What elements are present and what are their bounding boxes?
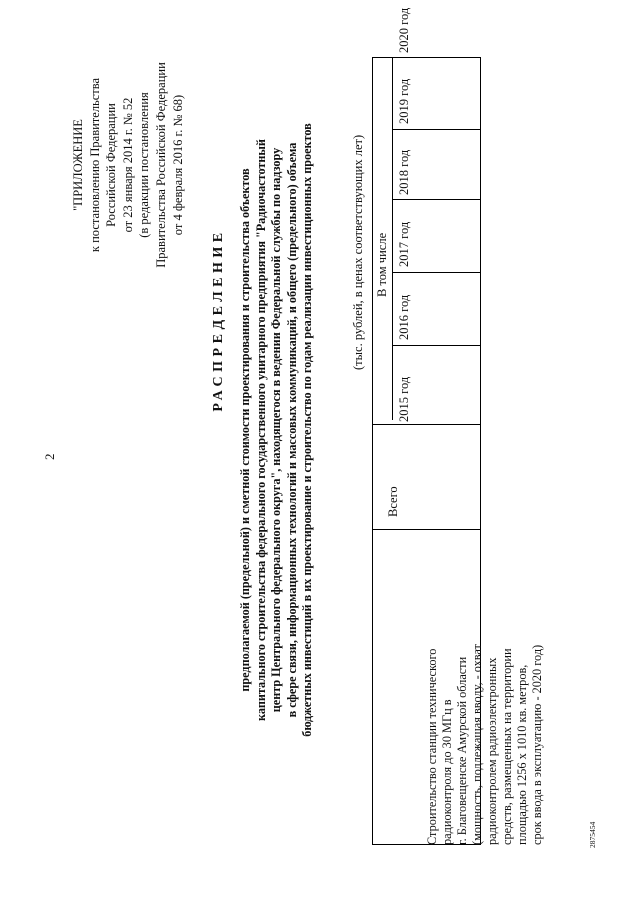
table-header-year: 2020 год [397,7,411,53]
appendix-line: (в редакции постановления [137,92,152,238]
row-description-line: средств, размещенных на территории [500,648,514,845]
document-subtitle [238,35,316,825]
table-column-divider [392,272,481,273]
row-description-line: срок ввода в эксплуатацию - 2020 год) [530,644,544,845]
row-description-line: Строительство станции технического [425,648,439,845]
subtitle-line: бюджетных инвестиций в их проектирование и строительство по годам реализации инвестиционных проектов [300,123,314,737]
table-header-in-that-number: В том числе [375,232,389,297]
table-header-year: 2019 год [397,78,411,124]
table-right-border [372,57,481,58]
table-top-border [372,58,373,845]
table-header [372,0,414,845]
document-heading: РАСПРЕДЕЛЕНИЕ [211,228,226,412]
table-header-year: 2016 год [397,294,411,340]
appendix-line: к постановлению Правительства [87,77,102,253]
appendix-line: от 23 января 2014 г. № 52 [120,97,135,233]
table-header-year: 2017 год [397,221,411,267]
table-row-description [425,515,545,845]
row-description-line: площадью 1256 х 1010 кв. метров, [515,664,529,845]
table-header-year: 2018 год [397,149,411,195]
appendix-line: Российской Федерации [104,103,119,227]
table-column-divider [392,345,481,346]
table-column-divider [392,129,481,130]
subtitle-line: капитального строительства федерального государственного унитарного предприятия "Радиочастотный [253,139,268,721]
appendix-line: "ПРИЛОЖЕНИЕ [71,119,85,211]
row-description-line: радиоконтролем радиоэлектронных [485,657,499,845]
subtitle-line: в сфере связи, информационных технологий и массовых коммуникаций, и общего (предельного) объема [284,142,299,718]
table-header-total: Всего [386,486,400,517]
table-header-year: 2015 год [397,376,411,422]
units-note: (тыс. рублей, в ценах соответствующих лет) [351,134,365,370]
appendix-line: от 4 февраля 2016 г. № 68) [170,94,185,236]
table-subheader-divider [392,58,393,420]
table-column-divider [392,199,481,200]
appendix-header [70,25,186,305]
row-description-line: (мощность, подлежащая вводу, - охват [470,644,484,845]
page-number: 2 [42,453,57,460]
row-description-line: радиоконтроля до 30 МГц в [440,699,454,845]
document-id: 2875454 [588,821,597,848]
appendix-line: Правительства Российской Федерации [153,62,168,268]
subtitle-line: центр Центрального федерального округа", находящегося в ведении Федеральной службы по надзору [269,147,283,713]
table-column-divider [372,424,481,425]
row-description-line: г. Благовещенске Амурской области [455,656,469,845]
subtitle-line: предполагаемой (предельной) и сметной стоимости проектирования и строительства объектов [238,168,252,692]
